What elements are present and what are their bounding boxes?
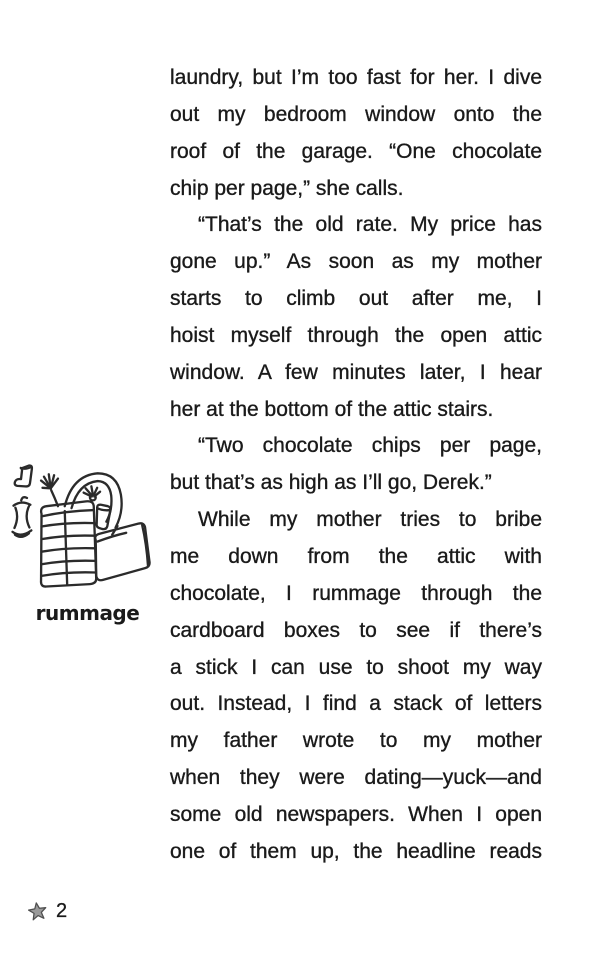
- text-line: me down from the attic with: [170, 544, 542, 568]
- text-line: chip per page,” she calls.: [170, 176, 404, 200]
- text-line: laundry, but I’m too fast for her. I dive: [170, 66, 542, 89]
- page-footer: [28, 901, 67, 921]
- page-number: 2: [56, 900, 68, 922]
- paragraph: [170, 502, 542, 870]
- text-line: hoist myself through the open attic: [170, 323, 542, 347]
- text-line: roof of the garage. “One chocolate: [170, 139, 542, 163]
- text-line: cardboard boxes to see if there’s: [170, 618, 542, 642]
- paragraph: [170, 60, 542, 207]
- text-line: starts to climb out after me, I: [170, 287, 542, 311]
- margin-illustration: [0, 452, 175, 602]
- text-line: a stick I can use to shoot my way: [170, 655, 542, 679]
- text-line: “Two chocolate chips per page,: [198, 434, 542, 458]
- paragraph: [170, 207, 542, 428]
- text-line: out my bedroom window onto the: [170, 102, 542, 126]
- text-line: window. A few minutes later, I hear: [170, 360, 542, 384]
- rummage-doodle-icon: [0, 452, 175, 602]
- text-line: gone up.” As soon as my mother: [170, 250, 542, 274]
- vocab-word-label: rummage: [35, 601, 140, 625]
- text-line: one of them up, the headline reads: [170, 839, 542, 863]
- star-icon: [28, 902, 47, 921]
- text-line: “That’s the old rate. My price has: [198, 213, 542, 237]
- text-line: chocolate, I rummage through the: [170, 581, 542, 605]
- text-line: but that’s as high as I’ll go, Derek.”: [170, 471, 492, 495]
- text-line: While my mother tries to bribe: [198, 508, 542, 532]
- text-line: my father wrote to my mother: [170, 729, 542, 753]
- text-column: [170, 60, 542, 871]
- text-line: when they were dating—yuck—and: [170, 766, 542, 790]
- text-line: out. Instead, I find a stack of letters: [170, 692, 542, 716]
- text-line: some old newspapers. When I open: [170, 802, 542, 826]
- paragraph: [170, 428, 542, 502]
- text-line: her at the bottom of the attic stairs.: [170, 397, 494, 421]
